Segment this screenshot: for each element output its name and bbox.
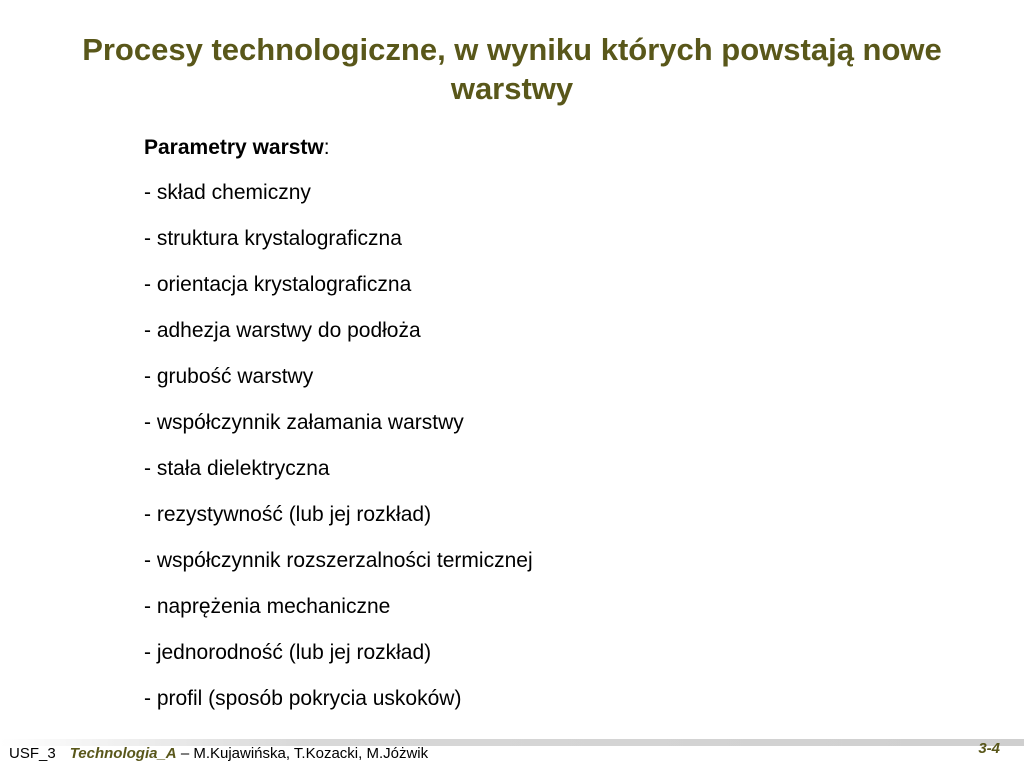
- list-item: - jednorodność (lub jej rozkład): [144, 641, 432, 664]
- parameter-list: [144, 178, 904, 730]
- list-item: - orientacja krystalograficzna: [144, 273, 412, 296]
- list-item: - naprężenia mechaniczne: [144, 595, 391, 618]
- footer-course-name: Technologia_A: [69, 745, 177, 762]
- section-heading: [144, 132, 904, 166]
- parameter-list-section: [144, 132, 904, 730]
- slide-title-line-1: Procesy technologiczne, w wyniku których powstają nowe: [82, 32, 942, 67]
- slide-title-line-2: warstwy: [450, 71, 574, 106]
- list-item: - współczynnik rozszerzalności termicznej: [144, 549, 533, 572]
- list-item: - profil (sposób pokrycia uskoków): [144, 687, 462, 710]
- list-item: - adhezja warstwy do podłoża: [144, 319, 421, 342]
- footer-authors: – M.Kujawińska, T.Kozacki, M.Jóżwik: [176, 745, 429, 762]
- footer-course-code: USF_3: [9, 745, 56, 762]
- page-number: 3-4: [978, 740, 1000, 757]
- slide-title: [20, 30, 1004, 108]
- section-heading-colon: :: [323, 136, 330, 159]
- list-item: - struktura krystalograficzna: [144, 227, 402, 250]
- list-item: - rezystywność (lub jej rozkład): [144, 503, 432, 526]
- list-item: - stała dielektryczna: [144, 457, 330, 480]
- section-heading-text: Parametry warstw: [144, 136, 324, 159]
- list-item: - współczynnik załamania warstwy: [144, 411, 464, 434]
- footer: [9, 745, 428, 762]
- list-item: - skład chemiczny: [144, 181, 311, 204]
- list-item: - grubość warstwy: [144, 365, 314, 388]
